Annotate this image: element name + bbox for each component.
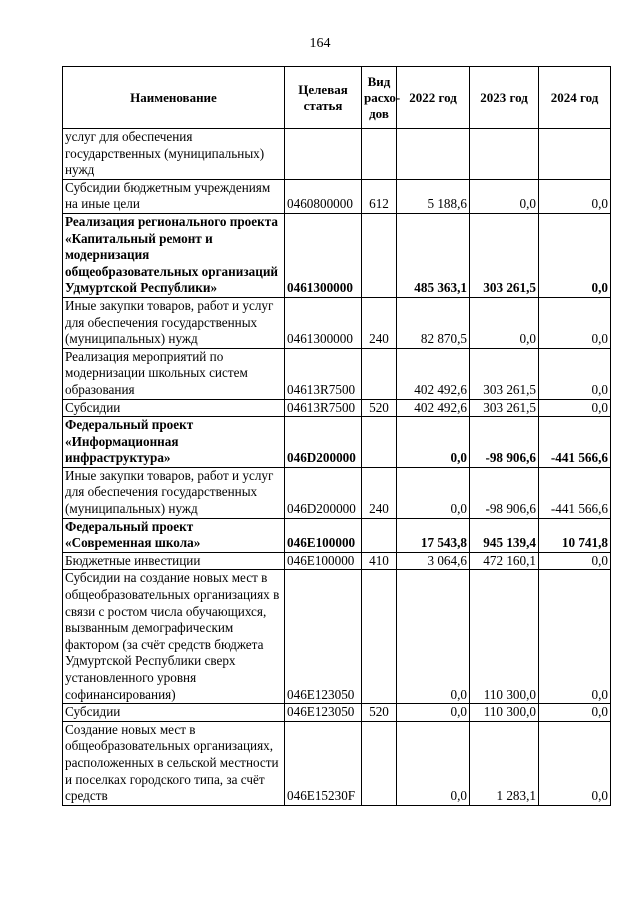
row-expense-kind: 520 [362, 399, 397, 417]
header-name: Наименование [63, 67, 285, 129]
table-row [63, 179, 611, 213]
row-value-2023: -98 906,6 [470, 417, 539, 468]
row-value-2023: 472 160,1 [470, 552, 539, 570]
row-value-2023 [470, 129, 539, 180]
row-name: Федеральный проект «Информационная инфраструктура» [63, 417, 285, 468]
row-value-2022: 0,0 [397, 570, 470, 704]
row-value-2022: 5 188,6 [397, 179, 470, 213]
row-value-2022: 0,0 [397, 704, 470, 722]
table-row [63, 704, 611, 722]
row-name: Иные закупки товаров, работ и услуг для обеспечения государственных (муниципальных) нужд [63, 297, 285, 348]
row-target-article: 0461300000 [285, 297, 362, 348]
row-target-article: 04613R7500 [285, 399, 362, 417]
row-target-article [285, 129, 362, 180]
row-target-article: 0461300000 [285, 213, 362, 297]
row-expense-kind [362, 213, 397, 297]
row-value-2022: 485 363,1 [397, 213, 470, 297]
row-value-2024 [539, 129, 611, 180]
row-target-article: 046D200000 [285, 467, 362, 518]
table-row [63, 129, 611, 180]
row-expense-kind: 240 [362, 467, 397, 518]
row-target-article: 046E100000 [285, 518, 362, 552]
table-header-row [63, 67, 611, 129]
row-name: Субсидии [63, 399, 285, 417]
header-2023: 2023 год [470, 67, 539, 129]
row-name: услуг для обеспечения государственных (муниципальных) нужд [63, 129, 285, 180]
row-value-2024: 0,0 [539, 179, 611, 213]
table-row [63, 552, 611, 570]
row-expense-kind [362, 417, 397, 468]
row-value-2024: 0,0 [539, 552, 611, 570]
header-expense-kind: Вид расхо- дов [362, 67, 397, 129]
table-row [63, 213, 611, 297]
row-expense-kind [362, 518, 397, 552]
header-2022: 2022 год [397, 67, 470, 129]
row-value-2023: 945 139,4 [470, 518, 539, 552]
row-name: Реализация мероприятий по модернизации школьных систем образования [63, 348, 285, 399]
row-value-2023: 110 300,0 [470, 704, 539, 722]
row-value-2023: 303 261,5 [470, 399, 539, 417]
row-name: Субсидии на создание новых мест в общеобразовательных организациях в связи с ростом числа обучающихся, вызванным демографическим фактором (за счёт средств бюджета Удмуртской Республики сверх установленного уровня софинансирования) [63, 570, 285, 704]
row-value-2023: 1 283,1 [470, 721, 539, 805]
row-value-2024: 0,0 [539, 297, 611, 348]
row-expense-kind: 612 [362, 179, 397, 213]
row-expense-kind: 410 [362, 552, 397, 570]
row-value-2022: 17 543,8 [397, 518, 470, 552]
row-value-2022: 3 064,6 [397, 552, 470, 570]
row-value-2022: 402 492,6 [397, 399, 470, 417]
row-value-2024: 0,0 [539, 348, 611, 399]
row-name: Бюджетные инвестиции [63, 552, 285, 570]
table-row [63, 297, 611, 348]
row-value-2024: 0,0 [539, 213, 611, 297]
row-target-article: 046E123050 [285, 704, 362, 722]
page-number: 164 [309, 36, 331, 51]
row-expense-kind [362, 348, 397, 399]
table-row [63, 721, 611, 805]
row-value-2023: 0,0 [470, 297, 539, 348]
row-value-2023: 303 261,5 [470, 348, 539, 399]
row-expense-kind: 520 [362, 704, 397, 722]
row-value-2024: -441 566,6 [539, 417, 611, 468]
row-value-2022: 0,0 [397, 721, 470, 805]
row-name: Создание новых мест в общеобразовательных организациях, расположенных в сельской местности и поселках городского типа, за счёт средств [63, 721, 285, 805]
row-value-2024: 0,0 [539, 570, 611, 704]
row-value-2023: 110 300,0 [470, 570, 539, 704]
table-row [63, 467, 611, 518]
row-value-2022 [397, 129, 470, 180]
table-row [63, 399, 611, 417]
header-target-article: Целевая статья [285, 67, 362, 129]
row-expense-kind [362, 570, 397, 704]
row-expense-kind: 240 [362, 297, 397, 348]
row-target-article: 046E123050 [285, 570, 362, 704]
row-target-article: 046D200000 [285, 417, 362, 468]
row-value-2024: -441 566,6 [539, 467, 611, 518]
row-expense-kind [362, 129, 397, 180]
table-row [63, 417, 611, 468]
row-value-2022: 0,0 [397, 467, 470, 518]
budget-table [62, 66, 611, 806]
row-value-2023: 303 261,5 [470, 213, 539, 297]
row-target-article: 0460800000 [285, 179, 362, 213]
row-target-article: 046E15230F [285, 721, 362, 805]
row-value-2022: 82 870,5 [397, 297, 470, 348]
table-body [63, 129, 611, 806]
row-value-2023: 0,0 [470, 179, 539, 213]
header-2024: 2024 год [539, 67, 611, 129]
row-target-article: 046E100000 [285, 552, 362, 570]
row-value-2024: 10 741,8 [539, 518, 611, 552]
row-value-2023: -98 906,6 [470, 467, 539, 518]
row-name: Иные закупки товаров, работ и услуг для обеспечения государственных (муниципальных) нужд [63, 467, 285, 518]
row-value-2024: 0,0 [539, 704, 611, 722]
table-row [63, 348, 611, 399]
row-value-2024: 0,0 [539, 721, 611, 805]
row-value-2022: 402 492,6 [397, 348, 470, 399]
row-expense-kind [362, 721, 397, 805]
row-value-2024: 0,0 [539, 399, 611, 417]
row-name: Федеральный проект «Современная школа» [63, 518, 285, 552]
table-row [63, 518, 611, 552]
row-name: Реализация регионального проекта «Капитальный ремонт и модернизация общеобразовательных организаций Удмуртской Республики» [63, 213, 285, 297]
row-name: Субсидии бюджетным учреждениям на иные цели [63, 179, 285, 213]
row-value-2022: 0,0 [397, 417, 470, 468]
table-row [63, 570, 611, 704]
row-target-article: 04613R7500 [285, 348, 362, 399]
row-name: Субсидии [63, 704, 285, 722]
